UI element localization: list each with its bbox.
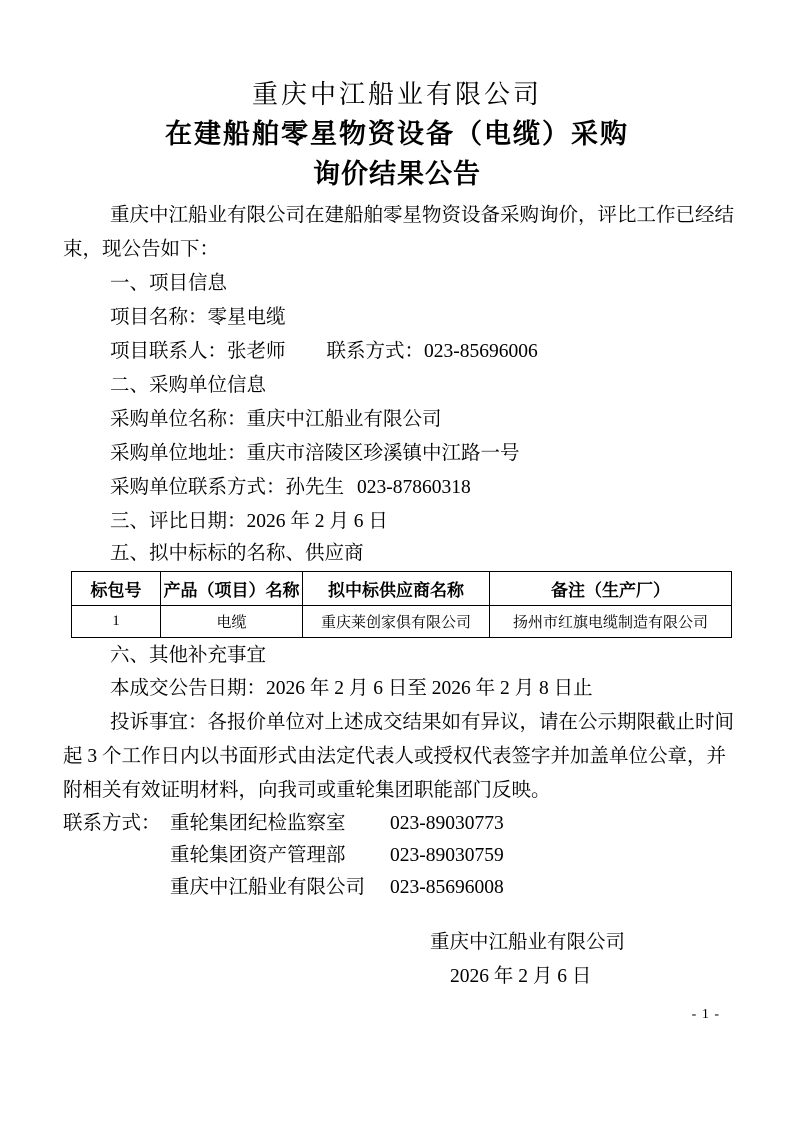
award-cell-package-no: 1 — [72, 606, 161, 638]
award-table — [71, 571, 732, 638]
intro-line-2: 束，现公告如下： — [63, 239, 220, 260]
complaint-contact-org: 重轮集团纪检监察室 — [170, 813, 346, 834]
award-table-header-remark: 备注（生产厂） — [490, 572, 732, 606]
section-heading-purchaser-info: 二、采购单位信息 — [110, 375, 267, 396]
spacer — [63, 904, 731, 926]
complaint-contact-label: 联系方式： — [63, 813, 161, 834]
signature-date: 2026 年 2 月 6 日 — [450, 966, 592, 987]
award-cell-supplier-name: 重庆莱创家俱有限公司 — [303, 606, 490, 638]
project-contact-line — [63, 335, 731, 369]
complaint-line-2: 起 3 个工作日内以书面形式由法定代表人或授权代表签字并加盖单位公章，并 — [63, 746, 727, 767]
project-contact-method: 联系方式：023-85696006 — [326, 341, 538, 362]
document-body — [63, 199, 735, 994]
award-table-header-package: 标包号 — [72, 572, 161, 606]
award-table-header-row — [72, 572, 732, 606]
complaint-contact-org: 重庆中江船业有限公司 — [170, 877, 366, 898]
purchaser-contact-line — [63, 471, 731, 505]
purchaser-contact-phone: 023-87860318 — [357, 477, 471, 498]
complaint-contact-phone: 023-89030759 — [390, 845, 504, 866]
evaluation-date-line: 三、评比日期：2026 年 2 月 6 日 — [110, 511, 388, 532]
title-company-name: 重庆中江船业有限公司 — [251, 80, 542, 109]
purchaser-contact-person: 采购单位联系方式：孙先生 — [110, 477, 345, 498]
complaint-contact-row — [63, 872, 731, 904]
signature-company: 重庆中江船业有限公司 — [430, 932, 626, 953]
section-heading-other-matters: 六、其他补充事宜 — [110, 645, 267, 666]
purchaser-address-line: 采购单位地址：重庆市涪陵区珍溪镇中江路一号 — [110, 443, 520, 464]
award-table-row — [72, 606, 732, 638]
complaint-contact-row — [63, 808, 731, 840]
complaint-contact-row — [63, 840, 731, 872]
announcement-period-line: 本成交公告日期：2026 年 2 月 6 日至 2026 年 2 月 8 日止 — [110, 678, 593, 699]
title-announcement-type: 询价结果公告 — [313, 159, 481, 189]
intro-line-1: 重庆中江船业有限公司在建船舶零星物资设备采购询价，评比工作已经结 — [110, 205, 735, 226]
award-cell-manufacturer: 扬州市红旗电缆制造有限公司 — [490, 606, 732, 638]
award-cell-product-name: 电缆 — [161, 606, 303, 638]
award-table-header-product: 产品（项目）名称 — [161, 572, 303, 606]
page-number: - 1 - — [691, 1007, 720, 1022]
project-contact-person: 项目联系人：张老师 — [110, 341, 286, 362]
complaint-contact-phone: 023-89030773 — [390, 813, 504, 834]
section-heading-award: 五、拟中标标的名称、供应商 — [110, 543, 364, 564]
complaint-contact-phone: 023-85696008 — [390, 877, 504, 898]
title-procurement-subject: 在建船舶零星物资设备（电缆）采购 — [165, 119, 629, 149]
award-table-header-supplier: 拟中标供应商名称 — [303, 572, 490, 606]
purchaser-name-line: 采购单位名称：重庆中江船业有限公司 — [110, 409, 442, 430]
complaint-line-3: 附相关有效证明材料，向我司或重轮集团职能部门反映。 — [63, 780, 551, 801]
complaint-line-1: 投诉事宜：各报价单位对上述成交结果如有异议，请在公示期限截止时间 — [110, 712, 735, 733]
complaint-contact-org: 重轮集团资产管理部 — [170, 845, 346, 866]
section-heading-project-info: 一、项目信息 — [110, 273, 228, 294]
project-name-line: 项目名称：零星电缆 — [110, 307, 286, 328]
